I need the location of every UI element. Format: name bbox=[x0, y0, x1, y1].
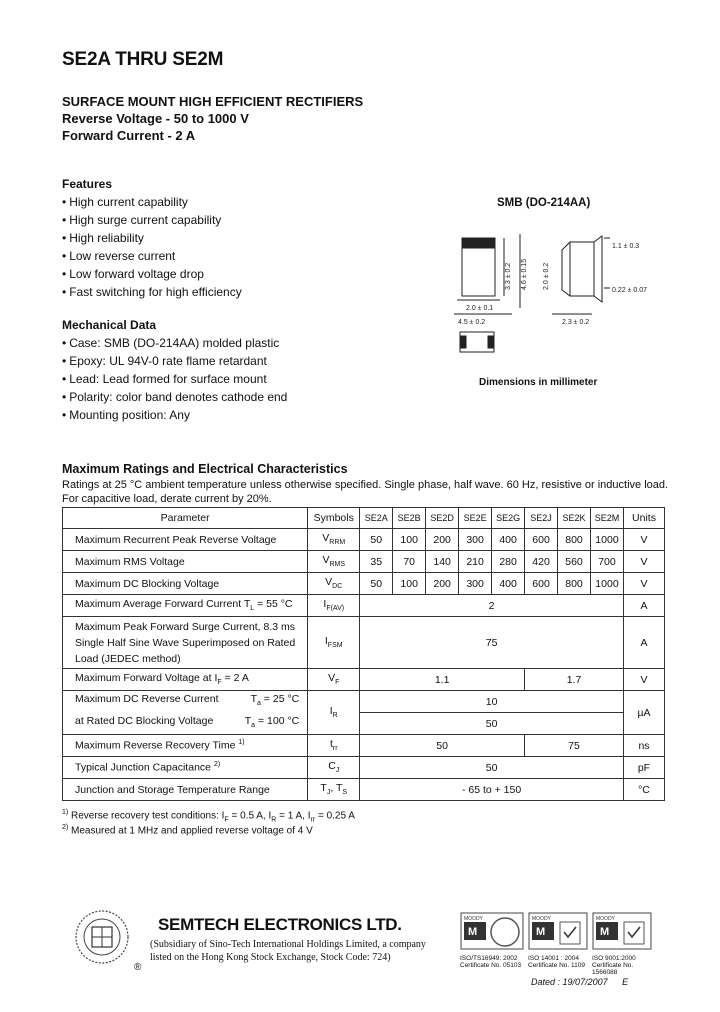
value-cell: 300 bbox=[459, 573, 492, 595]
mechanical-item: • Mounting position: Any bbox=[62, 408, 190, 422]
unit-cell: °C bbox=[623, 779, 664, 801]
value-cell: 200 bbox=[426, 529, 459, 551]
value-cell: 10 bbox=[360, 691, 624, 713]
value-cell: 50 bbox=[360, 735, 525, 757]
registered-mark: ® bbox=[134, 962, 142, 973]
mechanical-item: • Case: SMB (DO-214AA) molded plastic bbox=[62, 336, 280, 350]
param-cell: Maximum DC Blocking Voltage bbox=[63, 573, 308, 595]
value-cell: 2 bbox=[360, 595, 624, 617]
value-cell: - 65 to + 150 bbox=[360, 779, 624, 801]
svg-text:M: M bbox=[600, 926, 610, 938]
col-type: SE2J bbox=[525, 508, 558, 529]
table-row bbox=[63, 617, 665, 669]
table-row bbox=[63, 595, 665, 617]
cert-logo-icon bbox=[528, 912, 588, 950]
table-row bbox=[63, 735, 665, 757]
dim-width-outer: 4.5 ± 0.2 bbox=[458, 319, 486, 326]
value-cell: 70 bbox=[393, 551, 426, 573]
col-type: SE2A bbox=[360, 508, 393, 529]
symbol-cell: $T_J$, $T_S$ bbox=[308, 779, 360, 801]
table-row bbox=[63, 669, 665, 691]
dim-lead-spacing: 2.3 ± 0.2 bbox=[562, 319, 590, 326]
feature-item: • Low forward voltage drop bbox=[62, 267, 204, 281]
company-name: SEMTECH ELECTRONICS LTD. bbox=[158, 915, 402, 934]
package-outline-drawing bbox=[452, 228, 662, 360]
package-title: SMB (DO-214AA) bbox=[497, 197, 591, 209]
table-row bbox=[63, 779, 665, 801]
company-logo-icon bbox=[74, 907, 134, 969]
col-type: SE2K bbox=[558, 508, 591, 529]
mechanical-heading: Mechanical Data bbox=[62, 318, 157, 332]
dim-total-length: 4.6 ± 0.15 bbox=[521, 258, 528, 290]
svg-text:M: M bbox=[468, 926, 478, 938]
value-cell: 75 bbox=[360, 617, 624, 669]
feature-item: • Low reverse current bbox=[62, 249, 176, 263]
table-header-row bbox=[63, 508, 665, 529]
footnote-1: $^{1)}$ Reverse recovery test conditions: $I_F = 0.5$ A, $I_R = 1$ A, $I_{rr} = 0.25$ A bbox=[62, 809, 355, 824]
cert-badge: M MOODY ISO/TS16949: 2002 Certificate No. 05103 bbox=[460, 912, 524, 969]
svg-text:MOODY: MOODY bbox=[464, 916, 483, 922]
dim-width-inner: 2.0 ± 0.1 bbox=[466, 305, 494, 312]
feature-item: • High reliability bbox=[62, 231, 144, 245]
dim-lead-thickness: 0.22 ± 0.07 bbox=[612, 287, 647, 294]
subtitle-product: SURFACE MOUNT HIGH EFFICIENT RECTIFIERS bbox=[62, 94, 364, 109]
ratings-table bbox=[62, 507, 665, 801]
symbol-cell: $V_{RRM}$ bbox=[308, 529, 360, 551]
value-cell: 1000 bbox=[591, 529, 624, 551]
company-subsidiary-line: (Subsidiary of Sino-Tech International Holdings Limited, a company bbox=[150, 939, 426, 950]
symbol-cell: $I_{FSM}$ bbox=[308, 617, 360, 669]
ratings-note: For capacitive load, derate current by 20%. bbox=[62, 493, 272, 505]
value-cell: 400 bbox=[492, 573, 525, 595]
value-cell: 50 bbox=[360, 529, 393, 551]
unit-cell: pF bbox=[623, 757, 664, 779]
svg-text:MOODY: MOODY bbox=[596, 916, 615, 922]
feature-item: • Fast switching for high efficiency bbox=[62, 285, 242, 299]
symbol-cell: $I_R$ bbox=[308, 691, 360, 735]
col-parameter: Parameter bbox=[63, 508, 308, 529]
symbol-cell: $V_F$ bbox=[308, 669, 360, 691]
feature-item: • High surge current capability bbox=[62, 213, 222, 227]
param-cell: Typical Junction Capacitance $^{2)}$ bbox=[63, 757, 308, 779]
footnote-2: $^{2)}$ Measured at 1 MHz and applied reverse voltage of 4 V bbox=[62, 824, 313, 837]
value-cell: 50 bbox=[360, 713, 624, 735]
ratings-note: Ratings at 25 °C ambient temperature unless otherwise specified. Single phase, half wave. 60 Hz, resistive or inductive load. bbox=[62, 479, 669, 491]
value-cell: 1.1 bbox=[360, 669, 525, 691]
symbol-cell: $C_J$ bbox=[308, 757, 360, 779]
unit-cell: V bbox=[623, 573, 664, 595]
mechanical-item: • Lead: Lead formed for surface mount bbox=[62, 372, 267, 386]
mechanical-item: • Polarity: color band denotes cathode end bbox=[62, 390, 288, 404]
value-cell: 75 bbox=[525, 735, 624, 757]
value-cell: 600 bbox=[525, 573, 558, 595]
unit-cell: ns bbox=[623, 735, 664, 757]
cert-badge: M MOODY ISO 9001:2000 Certificate No. 1566088 bbox=[592, 912, 652, 976]
col-units: Units bbox=[623, 508, 664, 529]
value-cell: 700 bbox=[591, 551, 624, 573]
cert-logo-icon bbox=[460, 912, 524, 950]
subtitle-current: Forward Current - 2 A bbox=[62, 128, 196, 143]
company-listing-line: listed on the Hong Kong Stock Exchange, Stock Code: 724) bbox=[150, 952, 391, 963]
value-cell: 1000 bbox=[591, 573, 624, 595]
svg-text:MOODY: MOODY bbox=[532, 916, 551, 922]
col-type: SE2M bbox=[591, 508, 624, 529]
param-cell: Maximum RMS Voltage bbox=[63, 551, 308, 573]
value-cell: 100 bbox=[393, 529, 426, 551]
col-type: SE2B bbox=[393, 508, 426, 529]
value-cell: 800 bbox=[558, 529, 591, 551]
value-cell: 140 bbox=[426, 551, 459, 573]
table-row bbox=[63, 757, 665, 779]
col-type: SE2G bbox=[492, 508, 525, 529]
param-cell: Maximum Reverse Recovery Time $^{1)}$ bbox=[63, 735, 308, 757]
svg-text:M: M bbox=[536, 926, 546, 938]
symbol-cell: $I_{F(AV)}$ bbox=[308, 595, 360, 617]
value-cell: 100 bbox=[393, 573, 426, 595]
feature-item: • High current capability bbox=[62, 195, 188, 209]
unit-cell: V bbox=[623, 529, 664, 551]
param-cell: Maximum Peak Forward Surge Current, 8.3 ms Single Half Sine Wave Superimposed on Rated Load (JEDEC method) bbox=[63, 617, 308, 669]
value-cell: 210 bbox=[459, 551, 492, 573]
symbol-cell: $V_{DC}$ bbox=[308, 573, 360, 595]
param-cell: Maximum Forward Voltage at $I_F = 2$ A bbox=[63, 669, 308, 691]
value-cell: 560 bbox=[558, 551, 591, 573]
ratings-title: Maximum Ratings and Electrical Characteristics bbox=[62, 462, 348, 476]
dim-height-top: 1.1 ± 0.3 bbox=[612, 243, 640, 250]
col-type: SE2E bbox=[459, 508, 492, 529]
document-title: SE2A THRU SE2M bbox=[62, 49, 224, 70]
table-row bbox=[63, 529, 665, 551]
dimensions-caption: Dimensions in millimeter bbox=[479, 377, 598, 388]
col-symbols: Symbols bbox=[308, 508, 360, 529]
value-cell: 35 bbox=[360, 551, 393, 573]
value-cell: 400 bbox=[492, 529, 525, 551]
param-cell: Maximum Average Forward Current $T_L = 55$ °C bbox=[63, 595, 308, 617]
unit-cell: A bbox=[623, 617, 664, 669]
cert-badge: M MOODY ISO 14001 : 2004 Certificate No. 1109 bbox=[528, 912, 588, 969]
param-cell: Junction and Storage Temperature Range bbox=[63, 779, 308, 801]
unit-cell: µA bbox=[623, 691, 664, 735]
mechanical-item: • Epoxy: UL 94V-0 rate flame retardant bbox=[62, 354, 267, 368]
value-cell: 1.7 bbox=[525, 669, 624, 691]
table-row bbox=[63, 691, 665, 713]
col-type: SE2D bbox=[426, 508, 459, 529]
dim-side-height: 2.0 ± 0.2 bbox=[543, 262, 550, 290]
unit-cell: V bbox=[623, 669, 664, 691]
value-cell: 420 bbox=[525, 551, 558, 573]
value-cell: 50 bbox=[360, 573, 393, 595]
value-cell: 50 bbox=[360, 757, 624, 779]
value-cell: 600 bbox=[525, 529, 558, 551]
unit-cell: V bbox=[623, 551, 664, 573]
certifications bbox=[460, 912, 660, 976]
unit-cell: A bbox=[623, 595, 664, 617]
cert-logo-icon bbox=[592, 912, 652, 950]
value-cell: 200 bbox=[426, 573, 459, 595]
table-row bbox=[63, 573, 665, 595]
param-cell: Maximum DC Reverse Current $T_a = 25$ °C at Rated DC Blocking Voltage $T_a = 100$ °C bbox=[63, 691, 308, 735]
table-row bbox=[63, 551, 665, 573]
features-heading: Features bbox=[62, 177, 113, 191]
symbol-cell: $V_{RMS}$ bbox=[308, 551, 360, 573]
value-cell: 280 bbox=[492, 551, 525, 573]
param-cell: Maximum Recurrent Peak Reverse Voltage bbox=[63, 529, 308, 551]
subtitle-voltage: Reverse Voltage - 50 to 1000 V bbox=[62, 111, 249, 126]
dim-body-length: 3.3 ± 0.2 bbox=[505, 262, 512, 290]
value-cell: 800 bbox=[558, 573, 591, 595]
value-cell: 300 bbox=[459, 529, 492, 551]
dated-line: Dated : 19/07/2007 E bbox=[531, 977, 629, 987]
symbol-cell: $t_{rr}$ bbox=[308, 735, 360, 757]
